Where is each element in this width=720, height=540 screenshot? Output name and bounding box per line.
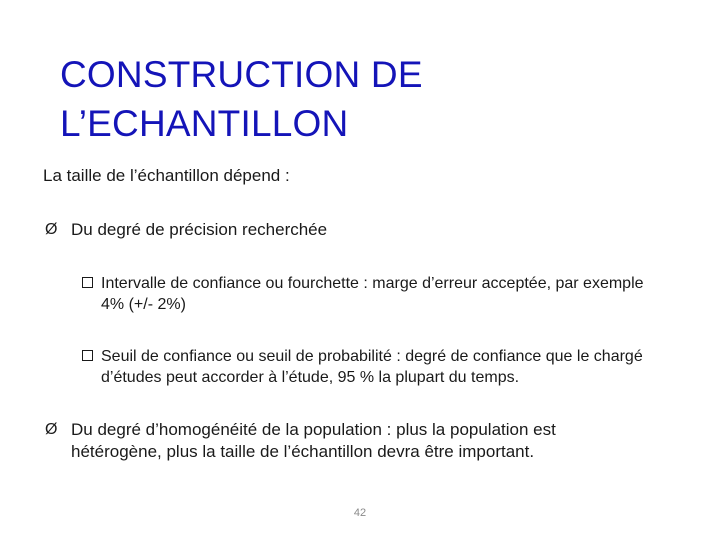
square-bullet-icon [82, 350, 93, 361]
slide-title [60, 50, 660, 148]
intro-text: La taille de l’échantillon dépend : [43, 166, 290, 185]
title-line-1: CONSTRUCTION DE [60, 54, 423, 95]
bullet-text: Du degré d’homogénéité de la population : plus la population est hétérogène, plus la taille de l’échantillon devra être important. [71, 420, 556, 461]
arrow-bullet-icon: Ø [45, 421, 58, 438]
sub-bullet-text: Intervalle de confiance ou fourchette : marge d’erreur acceptée, par exemple 4% (+/- 2%) [101, 275, 644, 313]
square-bullet-icon [82, 277, 93, 288]
sub-bullet-text: Seuil de confiance ou seuil de probabilité : degré de confiance que le chargé d’études peut accorder à l’étude, 95 % la plupart du temps. [101, 348, 643, 386]
title-line-2: L’ECHANTILLON [60, 103, 349, 144]
page-number: 42 [353, 507, 367, 519]
arrow-bullet-icon: Ø [45, 221, 58, 238]
bullet-text: Du degré de précision recherchée [71, 220, 328, 239]
